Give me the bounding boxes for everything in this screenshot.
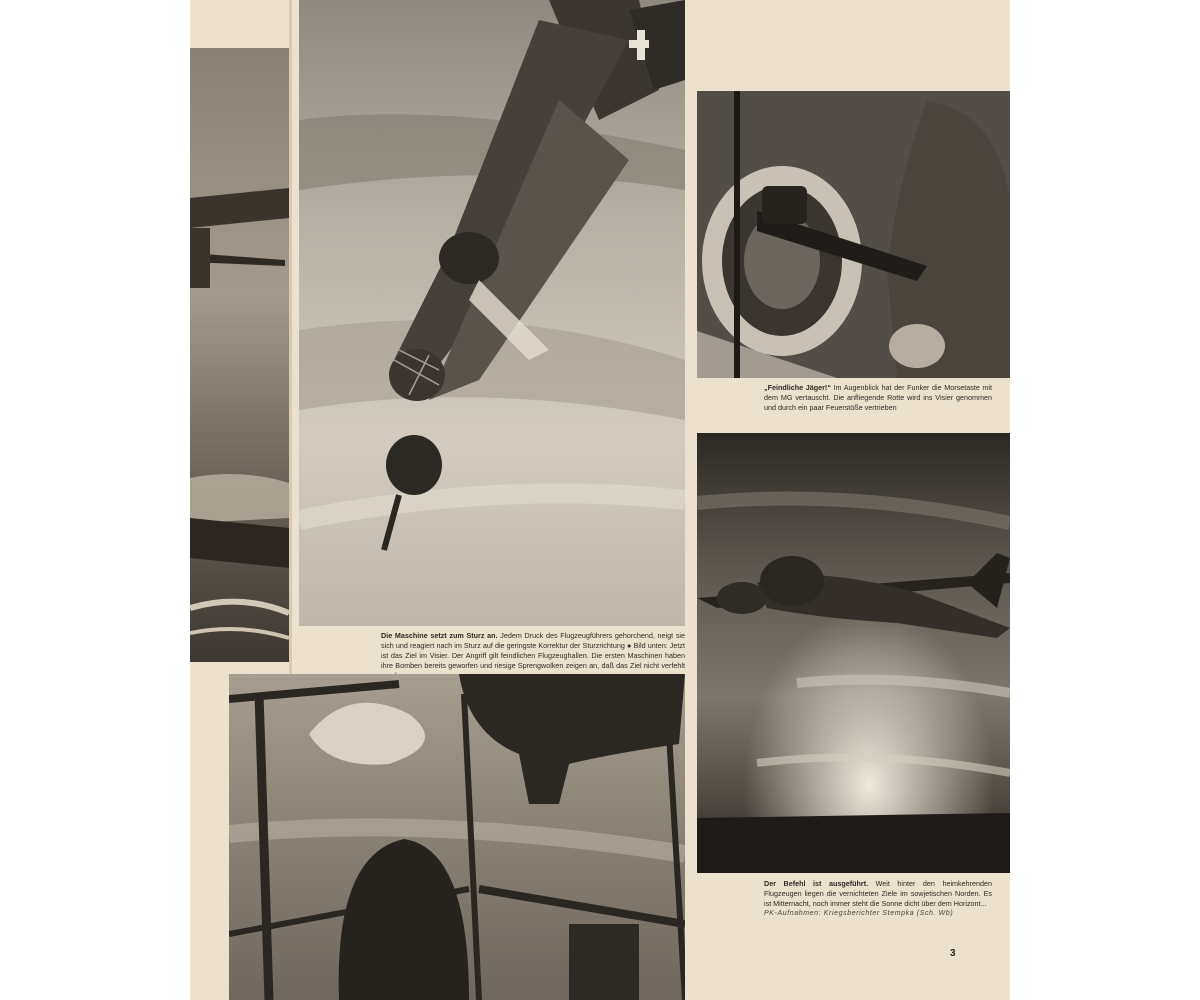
night-caption-body: Weit hinter den heimkehrenden Flugzeugen liegen die vernichteten Ziele im sowjetischen Norden. Es ist Mitternacht, noch immer steht die Sonne dicht über dem Horizont... bbox=[764, 879, 992, 908]
night-caption-lead: Der Befehl ist ausgeführt. bbox=[764, 879, 869, 888]
midnight-photo-caption bbox=[764, 879, 992, 909]
main-caption-body: Jedem Druck des Flugzeugführers gehorchend, neigt sie sich und reagiert nach im Sturz auf die geringste Korrektur der Sturzrichtung ● Bild unten: Jetzt ist das Ziel im Visier. Der Angriff gilt feindlichen Flugzeughallen. Die ersten Maschinen haben ihre Bomben bereits geworfen und riesige Sprengwolken zeigen an, daß das Ziel nicht verfehlt bbox=[381, 631, 686, 670]
gunner-caption-body: Im Augenblick hat der Funker die Morsetaste mit dem MG vertauscht. Die anfliegende Rotte wird ins Visier genommen und durch ein paar Feuerstöße vertrieben bbox=[764, 383, 992, 412]
gunner-photo bbox=[697, 91, 1010, 378]
photo-credit: PK-Aufnahmen: Kriegsberichter Stempka (Sch. Wb) bbox=[764, 910, 954, 917]
page-number: 3 bbox=[950, 948, 956, 959]
cockpit-target-view-photo bbox=[229, 674, 685, 1000]
gunner-photo-caption bbox=[764, 383, 992, 413]
main-caption-lead: Die Maschine setzt zum Sturz an. bbox=[381, 631, 498, 640]
gunner-caption-lead: „Feindliche Jäger!“ bbox=[764, 383, 831, 392]
left-edge-photo bbox=[190, 48, 289, 662]
midnight-flight-photo bbox=[697, 433, 1010, 873]
diving-bomber-photo bbox=[299, 0, 685, 626]
